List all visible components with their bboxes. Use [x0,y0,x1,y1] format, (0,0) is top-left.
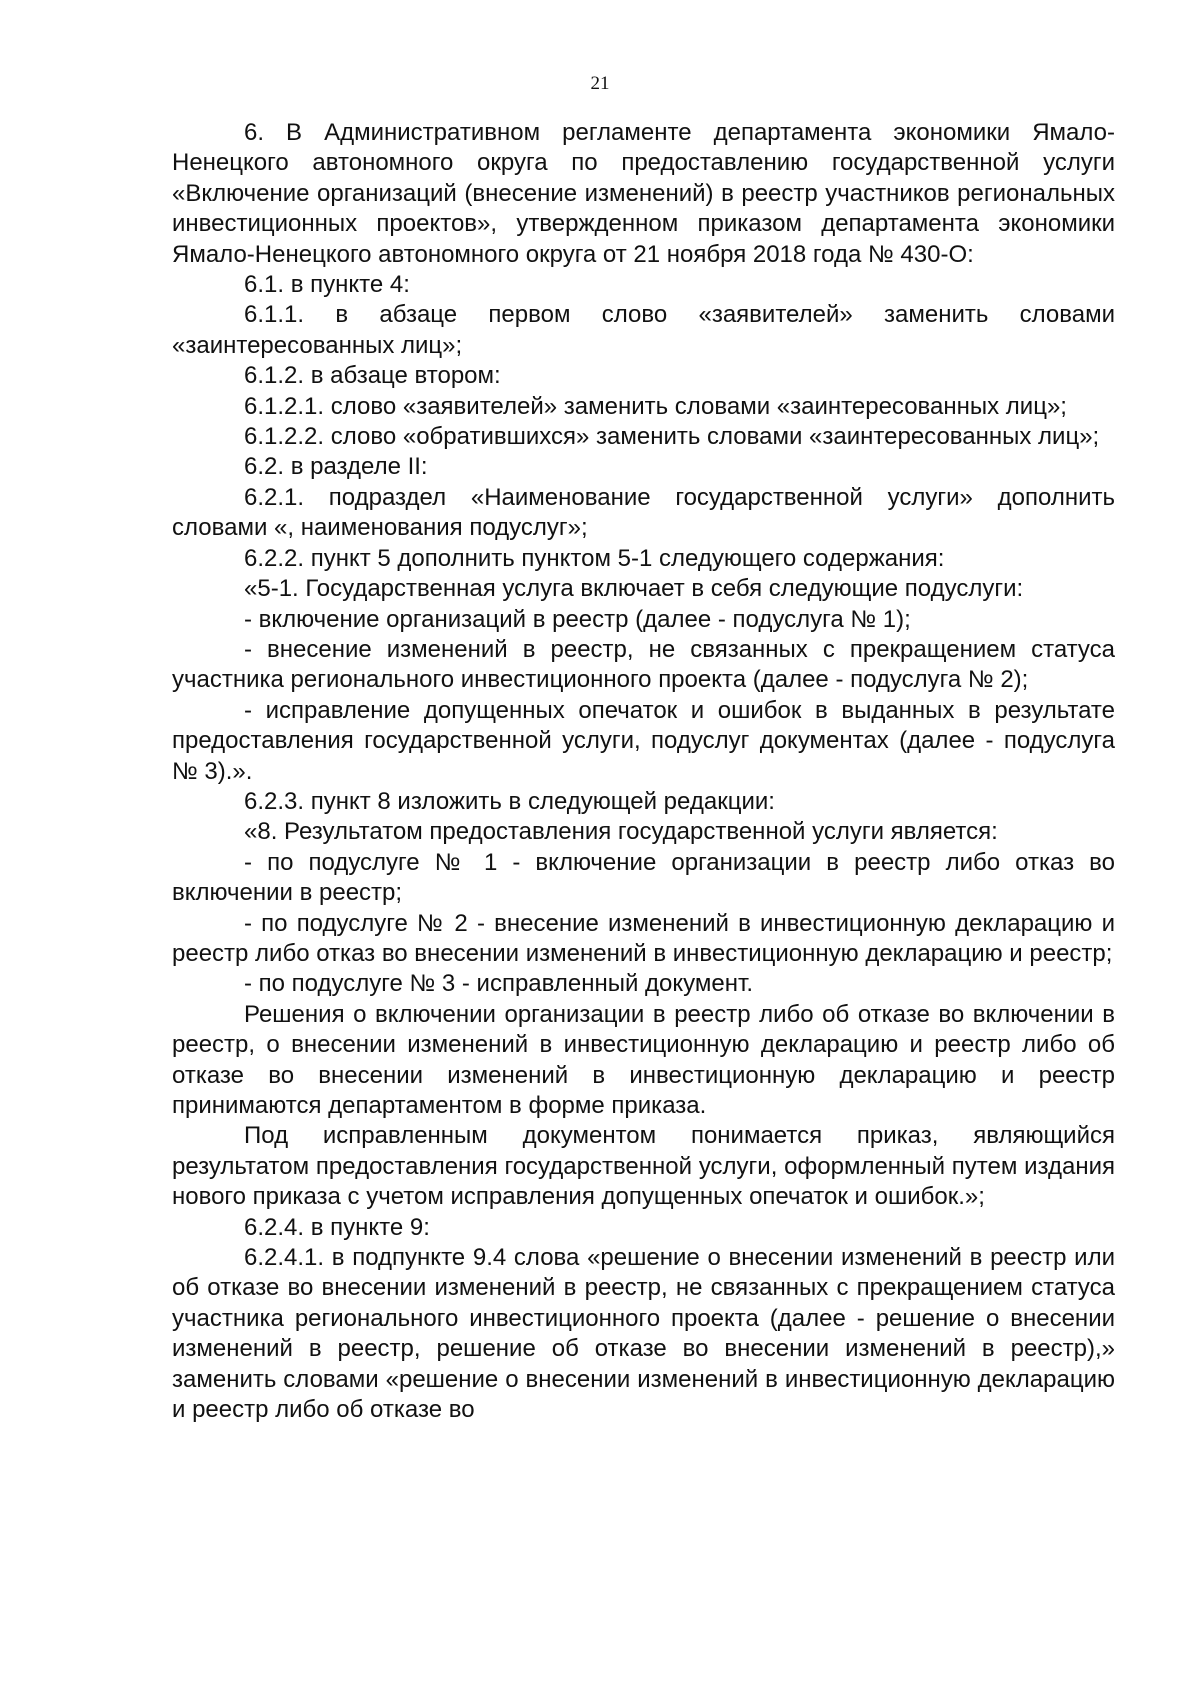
paragraph-6-1-2-1: 6.1.2.1. слово «заявителей» заменить словами «заинтересованных лиц»; [244,392,1067,420]
list-item: - по подуслуге № 2 - внесение изменений в инвестиционную декларацию и реестр либо отказ во внесении изменений в инвестиционную декларацию и реестр; [172,909,1115,967]
list-item: - включение организаций в реестр (далее - подуслуга № 1); [244,605,911,633]
list-item: - исправление допущенных опечаток и ошибок в выданных в результате предоставления государственной услуги, подуслуг документах (далее - подуслуга № 3).». [172,696,1115,785]
paragraph-6-1-2: 6.1.2. в абзаце втором: [244,362,501,390]
paragraph-decisions: Решения о включении организации в реестр либо об отказе во включении в реестр, о внесении изменений в инвестиционную декларацию и реестр либо об отказе во внесении изменений в инвестиционную декларацию и реестр принимаются департаментом в форме приказа. [172,1000,1115,1119]
paragraph-6-1-2-2: 6.1.2.2. слово «обратившихся» заменить словами «заинтересованных лиц»; [244,423,1100,451]
paragraph-6-2: 6.2. в разделе II: [244,453,428,481]
document-body [172,118,1115,1425]
paragraph-6-2-2: 6.2.2. пункт 5 дополнить пунктом 5-1 следующего содержания: [244,544,945,572]
paragraph-corrected-document: Под исправленным документом понимается приказ, являющийся результатом предоставления государственной услуги, оформленный путем издания нового приказа с учетом исправления допущенных опечаток и ошибок.»; [172,1122,1115,1211]
paragraph-6: 6. В Административном регламенте департамента экономики Ямало-Ненецкого автономного округа по предоставлению государственной услуги «Включение организаций (внесение изменений) в реестр участников региональных инвестиционных проектов», утвержденном приказом департамента экономики Ямало-Ненецкого автономного округа от 21 ноября 2018 года № 430-О: [172,119,1115,268]
list-item: - по подуслуге № 1 - включение организации в реестр либо отказ во включении в реестр; [172,848,1115,907]
list-item: - внесение изменений в реестр, не связанных с прекращением статуса участника регионального инвестиционного проекта (далее - подуслуга № 2); [172,635,1115,694]
paragraph-6-1-1: 6.1.1. в абзаце первом слово «заявителей» заменить словами «заинтересованных лиц»; [172,301,1115,359]
paragraph-6-1: 6.1. в пункте 4: [244,271,410,299]
paragraph-8-intro: «8. Результатом предоставления государственной услуги является: [244,818,998,846]
list-item: - по подуслуге № 3 - исправленный документ. [244,970,753,998]
paragraph-6-2-3: 6.2.3. пункт 8 изложить в следующей редакции: [244,787,775,815]
paragraph-6-2-4: 6.2.4. в пункте 9: [244,1213,430,1241]
paragraph-5-1-intro: «5-1. Государственная услуга включает в себя следующие подуслуги: [244,575,1024,603]
paragraph-6-2-4-1: 6.2.4.1. в подпункте 9.4 слова «решение о внесении изменений в реестр или об отказе во внесении изменений в реестр, не связанных с прекращением статуса участника регионального инвестиционного проекта (далее - решение о внесении изменений в реестр, решение об отказе во внесении изменений в реестр),» заменить словами «решение о внесении изменений в инвестиционную декларацию и реестр либо об отказе во [172,1244,1115,1424]
page-number: 21 [590,73,610,94]
paragraph-6-2-1: 6.2.1. подраздел «Наименование государственной услуги» дополнить словами «, наименования подуслуг»; [172,483,1115,542]
